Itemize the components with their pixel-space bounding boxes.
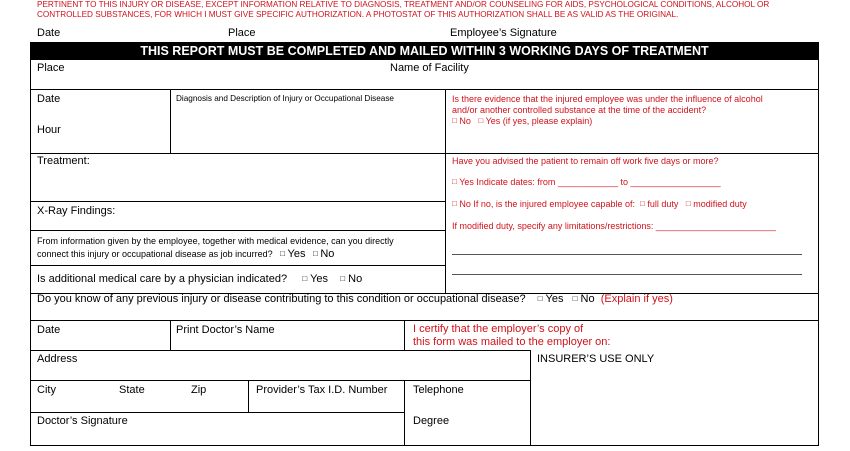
divider: [30, 320, 819, 321]
divider: [404, 320, 405, 350]
xray-findings-label: X-Ray Findings:: [37, 205, 116, 217]
modified-restrictions-label: If modified duty, specify any limitations/restrictions: ________________________: [452, 221, 777, 231]
certify-line1: I certify that the employer’s copy of: [413, 323, 584, 335]
doctor-name-label: Print Doctor’s Name: [176, 324, 275, 336]
additional-yes-checkbox[interactable]: □: [302, 274, 308, 283]
connect-question-text: connect this injury or occupational disease as job incurred?: [37, 249, 273, 259]
influence-no-label: No: [459, 116, 471, 126]
connect-no-checkbox[interactable]: □: [312, 249, 318, 258]
connect-no-label: No: [320, 248, 335, 260]
doctor-date-label: Date: [37, 324, 61, 336]
certify-line2: this form was mailed to the employer on:: [413, 336, 611, 348]
previous-yes-checkbox[interactable]: □: [537, 294, 543, 303]
divider: [30, 380, 530, 381]
treatment-label: Treatment:: [37, 155, 90, 167]
divider: [170, 89, 171, 153]
right-border: [818, 60, 819, 446]
influence-no-checkbox[interactable]: □: [452, 116, 457, 125]
authorization-notice-line2: CONTROLLED SUBSTANCES, FOR WHICH I MUST GIVE SPECIFIC AUTHORIZATION. A PHOTOSTAT OF THIS AUTHORIZATION SHALL BE AS VALID AS THE ORIGINAL.: [37, 10, 679, 19]
additional-care-row: [37, 273, 362, 285]
connect-yes-checkbox[interactable]: □: [280, 249, 285, 258]
restrictions-line[interactable]: [452, 254, 802, 255]
address-label: Address: [37, 353, 78, 365]
employee-signature-label: Employee’s Signature: [450, 27, 557, 39]
bottom-border: [30, 445, 819, 446]
divider: [30, 89, 819, 90]
connect-question-line1: From information given by the employee, together with medical evidence, can you directly: [37, 236, 394, 246]
additional-care-question: Is additional medical care by a physician indicated?: [37, 273, 288, 285]
treatment-hour-label: Hour: [37, 124, 61, 136]
previous-no-checkbox[interactable]: □: [572, 294, 578, 303]
additional-yes-label: Yes: [310, 273, 329, 285]
city-label: City: [37, 384, 56, 396]
divider: [30, 153, 819, 154]
place-label: Place: [37, 62, 65, 74]
divider: [30, 412, 405, 413]
off-work-question: Have you advised the patient to remain off work five days or more?: [452, 156, 719, 166]
divider: [30, 201, 446, 202]
additional-no-checkbox[interactable]: □: [340, 274, 346, 283]
authorization-notice-line1: PERTINENT TO THIS INJURY OR DISEASE, EXCEPT INFORMATION RELATIVE TO DIAGNOSIS, TREATMENT AND/OR COUNSELING FOR AIDS, PSYCHOLOGICAL CONDITIONS, ALCOHOL OR: [37, 0, 770, 9]
divider: [30, 230, 446, 231]
off-work-no-checkbox[interactable]: □: [452, 199, 457, 208]
diagnosis-label: Diagnosis and Description of Injury or Occupational Disease: [176, 94, 394, 103]
employee-place-label: Place: [228, 27, 256, 39]
connect-yes-label: Yes: [287, 248, 306, 260]
facility-name-label: Name of Facility: [390, 62, 469, 74]
full-duty-label: full duty: [647, 199, 679, 209]
divider: [30, 350, 530, 351]
doctor-signature-label: Doctor’s Signature: [37, 415, 128, 427]
divider: [404, 380, 405, 446]
degree-label: Degree: [413, 415, 450, 427]
connect-question-line2: [37, 248, 334, 260]
off-work-no-row: [452, 199, 747, 209]
previous-injury-row: [37, 293, 673, 305]
zip-label: Zip: [191, 384, 207, 396]
divider: [445, 89, 446, 293]
treatment-date-label: Date: [37, 93, 61, 105]
deadline-banner: THIS REPORT MUST BE COMPLETED AND MAILED WITHIN 3 WORKING DAYS OF TREATMENT: [30, 42, 819, 60]
telephone-label: Telephone: [413, 384, 464, 396]
divider: [530, 350, 531, 446]
left-border: [30, 60, 31, 446]
divider: [30, 265, 446, 266]
modified-duty-label: modified duty: [693, 199, 747, 209]
influence-question-line2: and/or another controlled substance at the time of the accident?: [452, 105, 707, 115]
tax-id-label: Provider’s Tax I.D. Number: [256, 384, 388, 396]
additional-no-label: No: [348, 273, 363, 285]
off-work-yes-row: [452, 177, 721, 187]
off-work-no-label: No If no, is the injured employee capable of:: [459, 199, 635, 209]
previous-explain-label: (Explain if yes): [600, 293, 673, 305]
state-label: State: [119, 384, 145, 396]
divider: [248, 380, 249, 412]
previous-injury-question: Do you know of any previous injury or disease contributing to this condition or occupational disease?: [37, 293, 526, 305]
previous-no-label: No: [580, 293, 595, 305]
employee-date-label: Date: [37, 27, 61, 39]
off-work-yes-label: Yes Indicate dates: from ____________ to __________________: [459, 177, 721, 187]
previous-yes-label: Yes: [545, 293, 564, 305]
insurer-use-only-label: INSURER’S USE ONLY: [537, 353, 655, 365]
off-work-yes-checkbox[interactable]: □: [452, 177, 457, 186]
modified-duty-checkbox[interactable]: □: [685, 199, 691, 208]
influence-yes-label: Yes (if yes, please explain): [485, 116, 593, 126]
influence-question-line1: Is there evidence that the injured employee was under the influence of alcohol: [452, 94, 763, 104]
influence-answer: [452, 116, 592, 126]
restrictions-line[interactable]: [452, 274, 802, 275]
full-duty-checkbox[interactable]: □: [639, 199, 645, 208]
divider: [170, 320, 171, 350]
influence-yes-checkbox[interactable]: □: [478, 116, 484, 125]
